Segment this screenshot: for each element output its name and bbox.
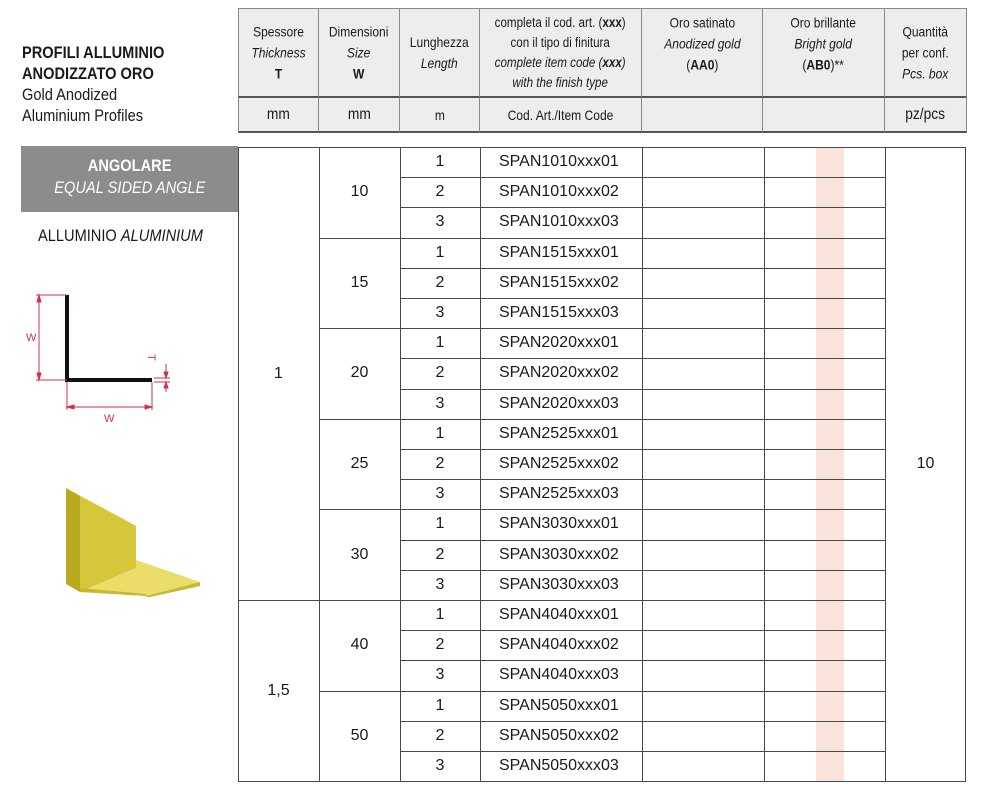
dimension-t [154, 364, 170, 392]
dimension-w-left [36, 295, 67, 380]
profile-l-shape [67, 295, 152, 380]
satin-gold-cell[interactable] [642, 449, 764, 479]
satin-gold-cell[interactable] [642, 177, 764, 207]
length-value: 2 [435, 545, 445, 563]
product-image [56, 482, 206, 597]
bright-gold-cell[interactable] [764, 268, 885, 298]
bright-gold-cell[interactable] [764, 660, 885, 690]
length-value: 2 [435, 726, 445, 744]
item-code: SPAN2525xxx02 [499, 455, 619, 473]
material-label: ALLUMINIO ALUMINIUM [38, 226, 203, 245]
satin-gold-cell[interactable] [642, 238, 764, 268]
length-value: 1 [435, 153, 445, 171]
unit-item-code: Cod. Art./Item Code [480, 98, 642, 133]
title-italian-line2: ANODIZZATO ORO [22, 64, 154, 83]
item-code: SPAN1010xxx02 [499, 183, 619, 201]
item-code: SPAN5050xxx02 [499, 726, 619, 744]
size-value: 20 [350, 364, 369, 382]
bright-gold-cell[interactable] [764, 419, 885, 449]
unit-length: m [400, 98, 480, 133]
length-value: 1 [435, 424, 445, 442]
length-value: 1 [435, 515, 445, 533]
header-item-code: completa il cod. art. (xxx) con il tipo di finitura complete item code (xxx) with the finish type [480, 8, 642, 98]
bright-gold-cell[interactable] [764, 207, 885, 237]
title-english-line2: Aluminium Profiles [22, 106, 144, 125]
bright-gold-cell[interactable] [764, 358, 885, 388]
satin-gold-cell[interactable] [642, 479, 764, 509]
satin-gold-cell[interactable] [642, 540, 764, 570]
header-bright-gold: Oro brillante Bright gold (AB0)** [763, 8, 885, 98]
unit-thickness: mm [238, 98, 319, 133]
length-value: 1 [435, 606, 445, 624]
item-code: SPAN3030xxx02 [499, 545, 619, 563]
bright-gold-cell[interactable] [764, 509, 885, 539]
item-code: SPAN2020xxx03 [499, 394, 619, 412]
section-name-english: EQUAL SIDED ANGLE [53, 178, 206, 197]
profile-diagram [20, 286, 190, 426]
bright-gold-cell[interactable] [764, 691, 885, 721]
length-value: 3 [435, 757, 445, 775]
size-value: 10 [350, 183, 369, 201]
satin-gold-cell[interactable] [642, 660, 764, 690]
satin-gold-cell[interactable] [642, 389, 764, 419]
length-value: 3 [435, 304, 445, 322]
size-value: 25 [350, 455, 369, 473]
bright-gold-cell[interactable] [764, 177, 885, 207]
item-code: SPAN4040xxx02 [499, 636, 619, 654]
bright-gold-cell[interactable] [764, 147, 885, 177]
item-code: SPAN1010xxx01 [499, 153, 619, 171]
satin-gold-cell[interactable] [642, 419, 764, 449]
item-code: SPAN4040xxx01 [499, 606, 619, 624]
size-value: 40 [350, 636, 369, 654]
unit-satin-gold [642, 98, 763, 133]
bright-gold-cell[interactable] [764, 751, 885, 781]
bright-gold-cell[interactable] [764, 600, 885, 630]
dimension-w-left-label: W [26, 332, 37, 344]
bright-gold-cell[interactable] [764, 238, 885, 268]
product-table [238, 147, 966, 781]
dimension-t-label: T [145, 354, 157, 361]
table-header [238, 8, 967, 133]
size-value: 15 [350, 273, 369, 291]
dimension-w-bottom-label: W [104, 413, 115, 425]
item-code: SPAN3030xxx01 [499, 515, 619, 533]
satin-gold-cell[interactable] [642, 721, 764, 751]
item-code: SPAN1515xxx03 [499, 304, 619, 322]
size-value: 50 [350, 726, 369, 744]
thickness-value: 1,5 [267, 681, 290, 699]
satin-gold-cell[interactable] [642, 600, 764, 630]
satin-gold-cell[interactable] [642, 570, 764, 600]
section-name-italian: ANGOLARE [87, 156, 172, 175]
item-code: SPAN4040xxx03 [499, 666, 619, 684]
header-thickness: Spessore Thickness T [238, 8, 319, 98]
length-value: 3 [435, 213, 445, 231]
header-satin-gold: Oro satinato Anodized gold (AA0) [642, 8, 763, 98]
size-value: 30 [350, 545, 369, 563]
unit-bright-gold [763, 98, 885, 133]
item-code: SPAN2525xxx03 [499, 485, 619, 503]
satin-gold-cell[interactable] [642, 207, 764, 237]
length-value: 3 [435, 394, 445, 412]
title-english-line1: Gold Anodized [22, 85, 118, 104]
length-value: 2 [435, 636, 445, 654]
bright-gold-cell[interactable] [764, 328, 885, 358]
bright-gold-cell[interactable] [764, 479, 885, 509]
length-value: 1 [435, 696, 445, 714]
length-value: 2 [435, 273, 445, 291]
satin-gold-cell[interactable] [642, 268, 764, 298]
item-code: SPAN3030xxx03 [499, 575, 619, 593]
bright-gold-cell[interactable] [764, 298, 885, 328]
item-code: SPAN1515xxx01 [499, 243, 619, 261]
header-length: Lunghezza Length [400, 8, 480, 98]
section-banner [21, 146, 238, 212]
satin-gold-cell[interactable] [642, 751, 764, 781]
bright-gold-cell[interactable] [764, 540, 885, 570]
title-italian-line1: PROFILI ALLUMINIO [22, 43, 165, 62]
quantity-value: 10 [916, 455, 935, 473]
satin-gold-cell[interactable] [642, 328, 764, 358]
header-quantity: Quantità per conf. Pcs. box [885, 8, 967, 98]
length-value: 1 [435, 334, 445, 352]
length-value: 1 [435, 243, 445, 261]
length-value: 3 [435, 666, 445, 684]
bright-gold-cell[interactable] [764, 389, 885, 419]
item-code: SPAN2020xxx01 [499, 334, 619, 352]
item-code: SPAN2020xxx02 [499, 364, 619, 382]
item-code: SPAN5050xxx03 [499, 757, 619, 775]
unit-size: mm [319, 98, 400, 133]
item-code: SPAN2525xxx01 [499, 424, 619, 442]
length-value: 2 [435, 364, 445, 382]
bright-gold-cell[interactable] [764, 449, 885, 479]
satin-gold-cell[interactable] [642, 691, 764, 721]
bright-gold-cell[interactable] [764, 630, 885, 660]
satin-gold-cell[interactable] [642, 358, 764, 388]
length-value: 2 [435, 183, 445, 201]
header-size: Dimensioni Size W [319, 8, 400, 98]
item-code: SPAN5050xxx01 [499, 696, 619, 714]
item-code: SPAN1010xxx03 [499, 213, 619, 231]
length-value: 3 [435, 485, 445, 503]
satin-gold-cell[interactable] [642, 509, 764, 539]
unit-quantity: pz/pcs [885, 98, 967, 133]
dimension-w-bottom [67, 382, 152, 410]
item-code: SPAN1515xxx02 [499, 273, 619, 291]
table-column-line [480, 147, 481, 782]
bright-gold-cell[interactable] [764, 570, 885, 600]
satin-gold-cell[interactable] [642, 630, 764, 660]
satin-gold-cell[interactable] [642, 147, 764, 177]
length-value: 2 [435, 455, 445, 473]
page-title-block [22, 42, 237, 126]
bright-gold-cell[interactable] [764, 721, 885, 751]
profile-vertical-edge [66, 488, 80, 592]
thickness-value: 1 [274, 364, 283, 382]
satin-gold-cell[interactable] [642, 298, 764, 328]
length-value: 3 [435, 575, 445, 593]
